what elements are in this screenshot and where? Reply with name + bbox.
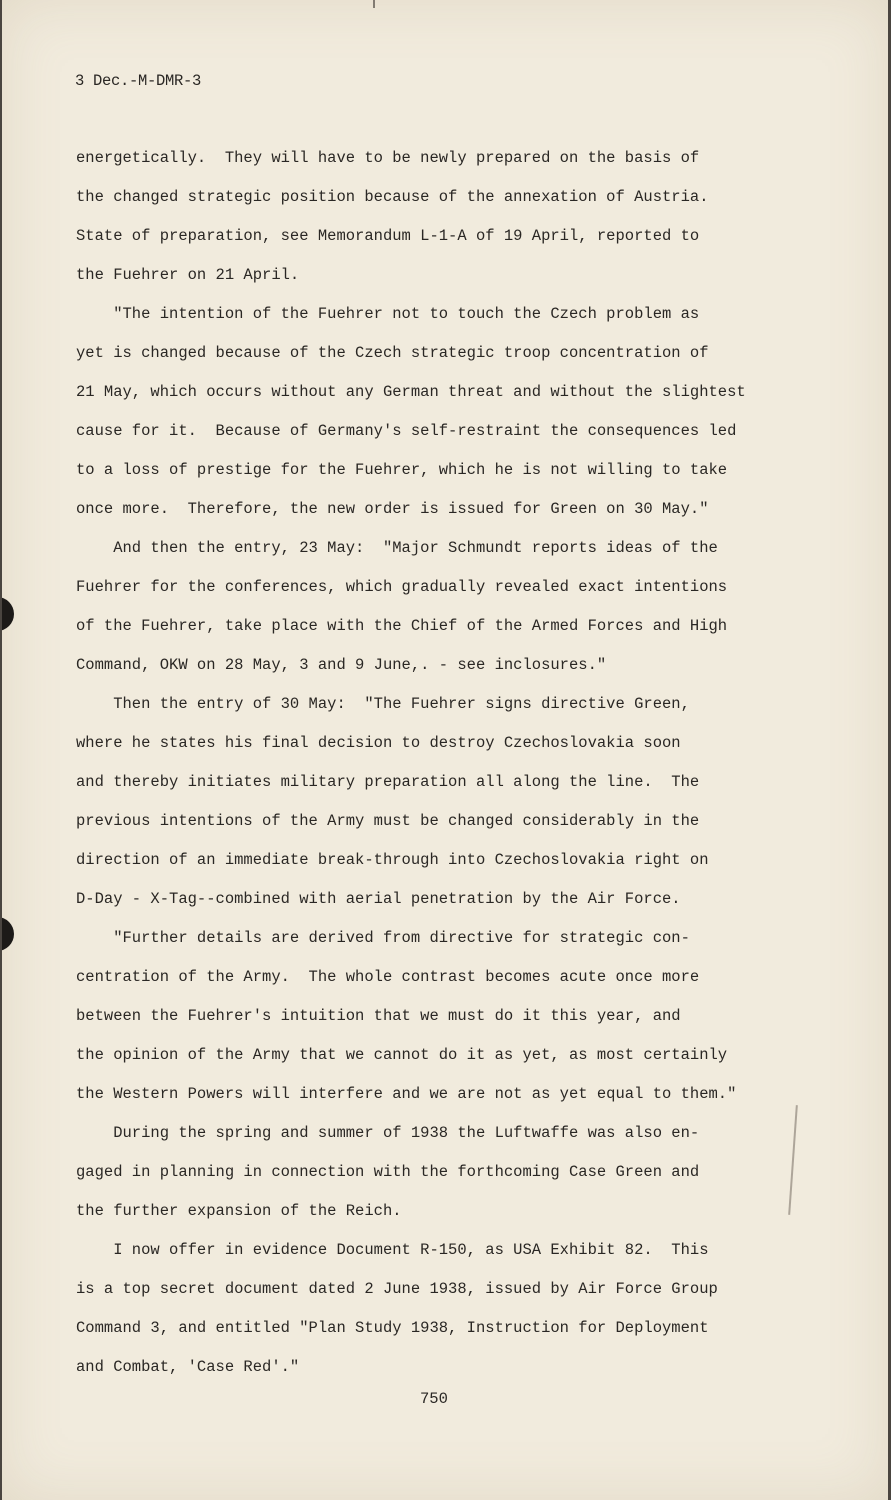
text-line: energetically. They will have to be newly prepared on the basis of [76,149,700,167]
text-line: where he states his final decision to destroy Czechoslovakia soon [76,734,681,752]
text-line: Fuehrer for the conferences, which gradually revealed exact intentions [76,578,728,596]
text-line: of the Fuehrer, take place with the Chief of the Armed Forces and High [76,617,728,635]
text-line: yet is changed because of the Czech strategic troop concentration of [76,344,709,362]
text-line: During the spring and summer of 1938 the Luftwaffe was also en- [76,1124,700,1142]
text-line: Command 3, and entitled "Plan Study 1938, Instruction for Deployment [76,1319,709,1337]
top-edge-mark [373,0,375,8]
text-line: cause for it. Because of Germany's self-restraint the consequences led [76,422,737,440]
transcript-body [76,146,746,1394]
text-line: Command, OKW on 28 May, 3 and 9 June,. - see inclosures." [76,656,607,674]
binder-hole-lower [2,917,14,951]
text-line: is a top secret document dated 2 June 1938, issued by Air Force Group [76,1280,718,1298]
text-line: 21 May, which occurs without any German threat and without the slightest [76,383,746,401]
page-header: 3 Dec.-M-DMR-3 [75,72,202,90]
text-line: once more. Therefore, the new order is issued for Green on 30 May." [76,500,709,518]
text-line: the changed strategic position because of the annexation of Austria. [76,188,709,206]
text-line: previous intentions of the Army must be changed considerably in the [76,812,700,830]
margin-pencil-mark [788,1105,798,1215]
text-line: centration of the Army. The whole contrast becomes acute once more [76,968,700,986]
binder-hole-upper [2,597,14,631]
page-number: 750 [420,1390,448,1408]
text-line: "Further details are derived from directive for strategic con- [76,929,690,947]
text-line: to a loss of prestige for the Fuehrer, which he is not willing to take [76,461,728,479]
text-line: direction of an immediate break-through into Czechoslovakia right on [76,851,709,869]
text-line: D-Day - X-Tag--combined with aerial penetration by the Air Force. [76,890,681,908]
text-line: State of preparation, see Memorandum L-1-A of 19 April, reported to [76,227,700,245]
text-line: the further expansion of the Reich. [76,1202,402,1220]
document-page [2,0,888,1500]
text-line: I now offer in evidence Document R-150, as USA Exhibit 82. This [76,1241,709,1259]
text-line: Then the entry of 30 May: "The Fuehrer signs directive Green, [76,695,690,713]
text-line: and thereby initiates military preparation all along the line. The [76,773,700,791]
text-line: gaged in planning in connection with the forthcoming Case Green and [76,1163,700,1181]
text-line: "The intention of the Fuehrer not to touch the Czech problem as [76,305,700,323]
text-line: the opinion of the Army that we cannot do it as yet, as most certainly [76,1046,728,1064]
text-line: and Combat, 'Case Red'." [76,1358,300,1376]
text-line: the Western Powers will interfere and we are not as yet equal to them." [76,1085,737,1103]
text-line: the Fuehrer on 21 April. [76,266,300,284]
text-line: between the Fuehrer's intuition that we must do it this year, and [76,1007,681,1025]
text-line: And then the entry, 23 May: "Major Schmundt reports ideas of the [76,539,718,557]
